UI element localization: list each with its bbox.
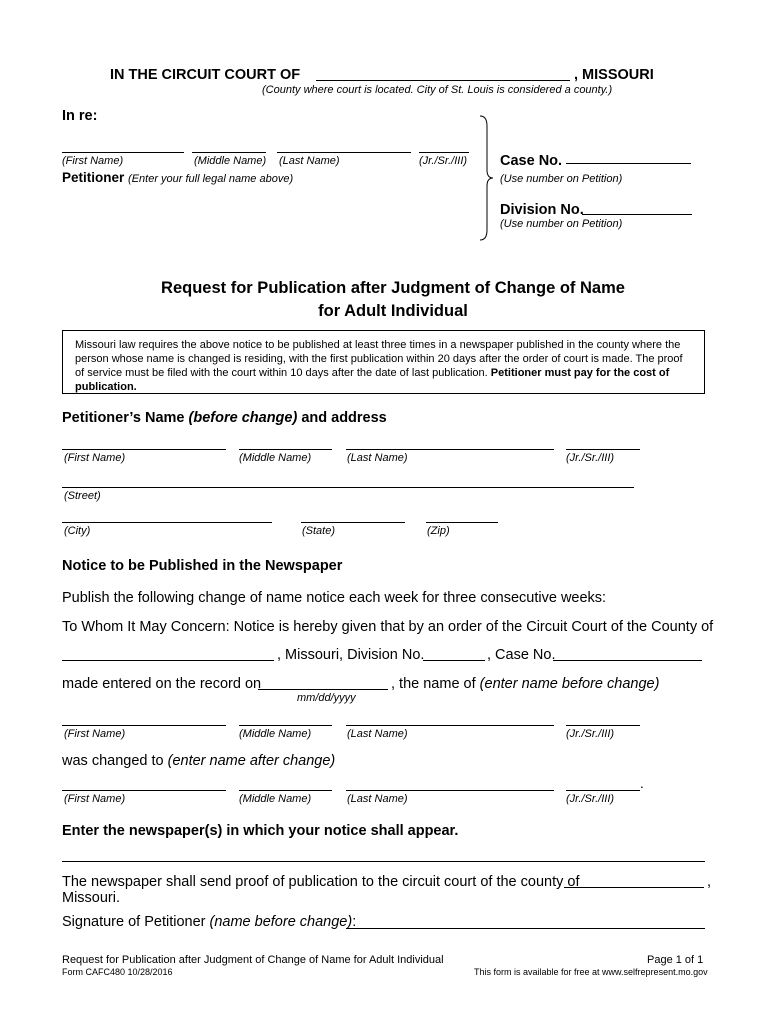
after-middle-name-field[interactable] — [239, 790, 332, 791]
made-entered-text: made entered on the record on — [62, 676, 262, 692]
first-name-label: (First Name) — [64, 452, 126, 464]
case-no-label: Case No. — [500, 153, 563, 169]
division-label: Division No. — [500, 202, 584, 218]
case-no-text: , Case No. — [487, 647, 556, 663]
suffix-label: (Jr./Sr./III) — [566, 793, 615, 805]
proof-comma: , — [707, 874, 712, 890]
city-label: (City) — [64, 525, 91, 537]
form-title-line2: for Adult Individual — [318, 302, 468, 320]
publication-notice-box — [62, 330, 705, 394]
notice-case-no-field[interactable] — [553, 660, 702, 661]
date-format-hint: mm/dd/yyyy — [297, 692, 356, 704]
notice-text: Missouri law requires the above notice to be published at least three times in a newspaper published in the county where the person whose name is changed is residing, with the first publication within 20 days after the order of court is made. The proof of service must be filed with the court within 10 days after the date of last publication. — [75, 339, 683, 379]
signature-hint: (name before change) — [209, 914, 353, 930]
changed-to-text — [62, 753, 335, 769]
proof-text: The newspaper shall send proof of publication to the circuit court of the county of — [62, 874, 580, 890]
newspaper-heading: Enter the newspaper(s) in which your notice shall appear. — [62, 823, 459, 839]
before-middle-name-field[interactable] — [239, 449, 332, 450]
first-name-label: (First Name) — [64, 728, 126, 740]
city-field[interactable] — [62, 522, 272, 523]
state-label: , MISSOURI — [574, 67, 654, 83]
zip-label: (Zip) — [427, 525, 450, 537]
footer-form-id: Form CAFC480 10/28/2016 — [62, 967, 173, 977]
notice-division-field[interactable] — [423, 660, 485, 661]
missouri-division-text: , Missouri, Division No. — [277, 647, 425, 663]
before-suffix-field[interactable] — [566, 449, 640, 450]
case-no-field[interactable] — [566, 163, 691, 164]
last-name-label: (Last Name) — [279, 155, 340, 167]
county-hint: (County where court is located. City of St. Louis is considered a county.) — [262, 84, 613, 96]
petitioner-last-name-field[interactable] — [277, 152, 411, 153]
name-before-hint: (enter name before change) — [479, 676, 660, 692]
name-of-text — [391, 676, 659, 692]
after-suffix-field[interactable] — [566, 790, 640, 791]
middle-name-label: (Middle Name) — [239, 793, 312, 805]
form-title-line1: Request for Publication after Judgment of Change of Name — [161, 279, 625, 297]
petitioner-section-heading — [62, 410, 387, 426]
signature-field[interactable] — [346, 928, 705, 929]
middle-name-label: (Middle Name) — [239, 728, 312, 740]
petitioner-suffix-field[interactable] — [419, 152, 469, 153]
zip-field[interactable] — [426, 522, 498, 523]
before-last-name-field[interactable] — [346, 449, 554, 450]
division-hint: (Use number on Petition) — [500, 218, 623, 230]
notice-bold-text: Petitioner must pay for the cost of publication. — [75, 367, 670, 393]
newspaper-name-field[interactable] — [62, 861, 705, 862]
caption-brace — [478, 114, 494, 242]
footer-page-number: Page 1 of 1 — [647, 954, 704, 966]
heading-start: Petitioner’s Name — [62, 410, 185, 426]
judgment-date-field[interactable] — [258, 689, 388, 690]
proof-county-field[interactable] — [564, 887, 704, 888]
suffix-label: (Jr./Sr./III) — [419, 155, 468, 167]
heading-end: and address — [301, 410, 387, 426]
notice-before-last-name-field[interactable] — [346, 725, 554, 726]
state-label: (State) — [302, 525, 336, 537]
before-first-name-field[interactable] — [62, 449, 226, 450]
signature-label-wrap — [62, 914, 356, 930]
court-heading: IN THE CIRCUIT COURT OF — [110, 67, 301, 83]
case-no-hint: (Use number on Petition) — [500, 173, 623, 185]
last-name-label: (Last Name) — [347, 728, 408, 740]
to-whom-text: To Whom It May Concern: Notice is hereby given that by an order of the Circuit Court of the County of — [62, 619, 714, 635]
changed-to-label: was changed to — [62, 753, 164, 769]
middle-name-label: (Middle Name) — [194, 155, 267, 167]
notice-before-suffix-field[interactable] — [566, 725, 640, 726]
after-name-period: . — [640, 776, 644, 791]
notice-before-middle-name-field[interactable] — [239, 725, 332, 726]
name-after-hint: (enter name after change) — [167, 753, 336, 769]
first-name-label: (First Name) — [64, 793, 126, 805]
newspaper-section-heading: Notice to be Published in the Newspaper — [62, 558, 343, 574]
footer-availability: This form is available for free at www.selfrepresent.mo.gov — [474, 967, 708, 977]
last-name-label: (Last Name) — [347, 452, 408, 464]
name-of-label: , the name of — [391, 676, 476, 692]
petitioner-hint: (Enter your full legal name above) — [128, 173, 294, 185]
county-field[interactable] — [316, 80, 570, 81]
division-field[interactable] — [582, 214, 692, 215]
notice-county-field[interactable] — [62, 660, 274, 661]
petitioner-middle-name-field[interactable] — [192, 152, 266, 153]
first-name-label: (First Name) — [62, 155, 124, 167]
signature-label: Signature of Petitioner — [62, 914, 206, 930]
last-name-label: (Last Name) — [347, 793, 408, 805]
after-first-name-field[interactable] — [62, 790, 226, 791]
petitioner-first-name-field[interactable] — [62, 152, 184, 153]
street-field[interactable] — [62, 487, 634, 488]
signature-colon: : — [352, 914, 357, 930]
suffix-label: (Jr./Sr./III) — [566, 452, 615, 464]
notice-before-first-name-field[interactable] — [62, 725, 226, 726]
after-last-name-field[interactable] — [346, 790, 554, 791]
state-field[interactable] — [301, 522, 405, 523]
missouri-text: Missouri. — [62, 890, 121, 906]
publish-instructions: Publish the following change of name notice each week for three consecutive weeks: — [62, 590, 607, 606]
in-re-label: In re: — [62, 108, 98, 124]
street-label: (Street) — [64, 490, 101, 502]
petitioner-label: Petitioner — [62, 170, 125, 185]
footer-form-title: Request for Publication after Judgment of Change of Name for Adult Individual — [62, 954, 444, 966]
heading-italic: (before change) — [188, 410, 298, 426]
middle-name-label: (Middle Name) — [239, 452, 312, 464]
suffix-label: (Jr./Sr./III) — [566, 728, 615, 740]
